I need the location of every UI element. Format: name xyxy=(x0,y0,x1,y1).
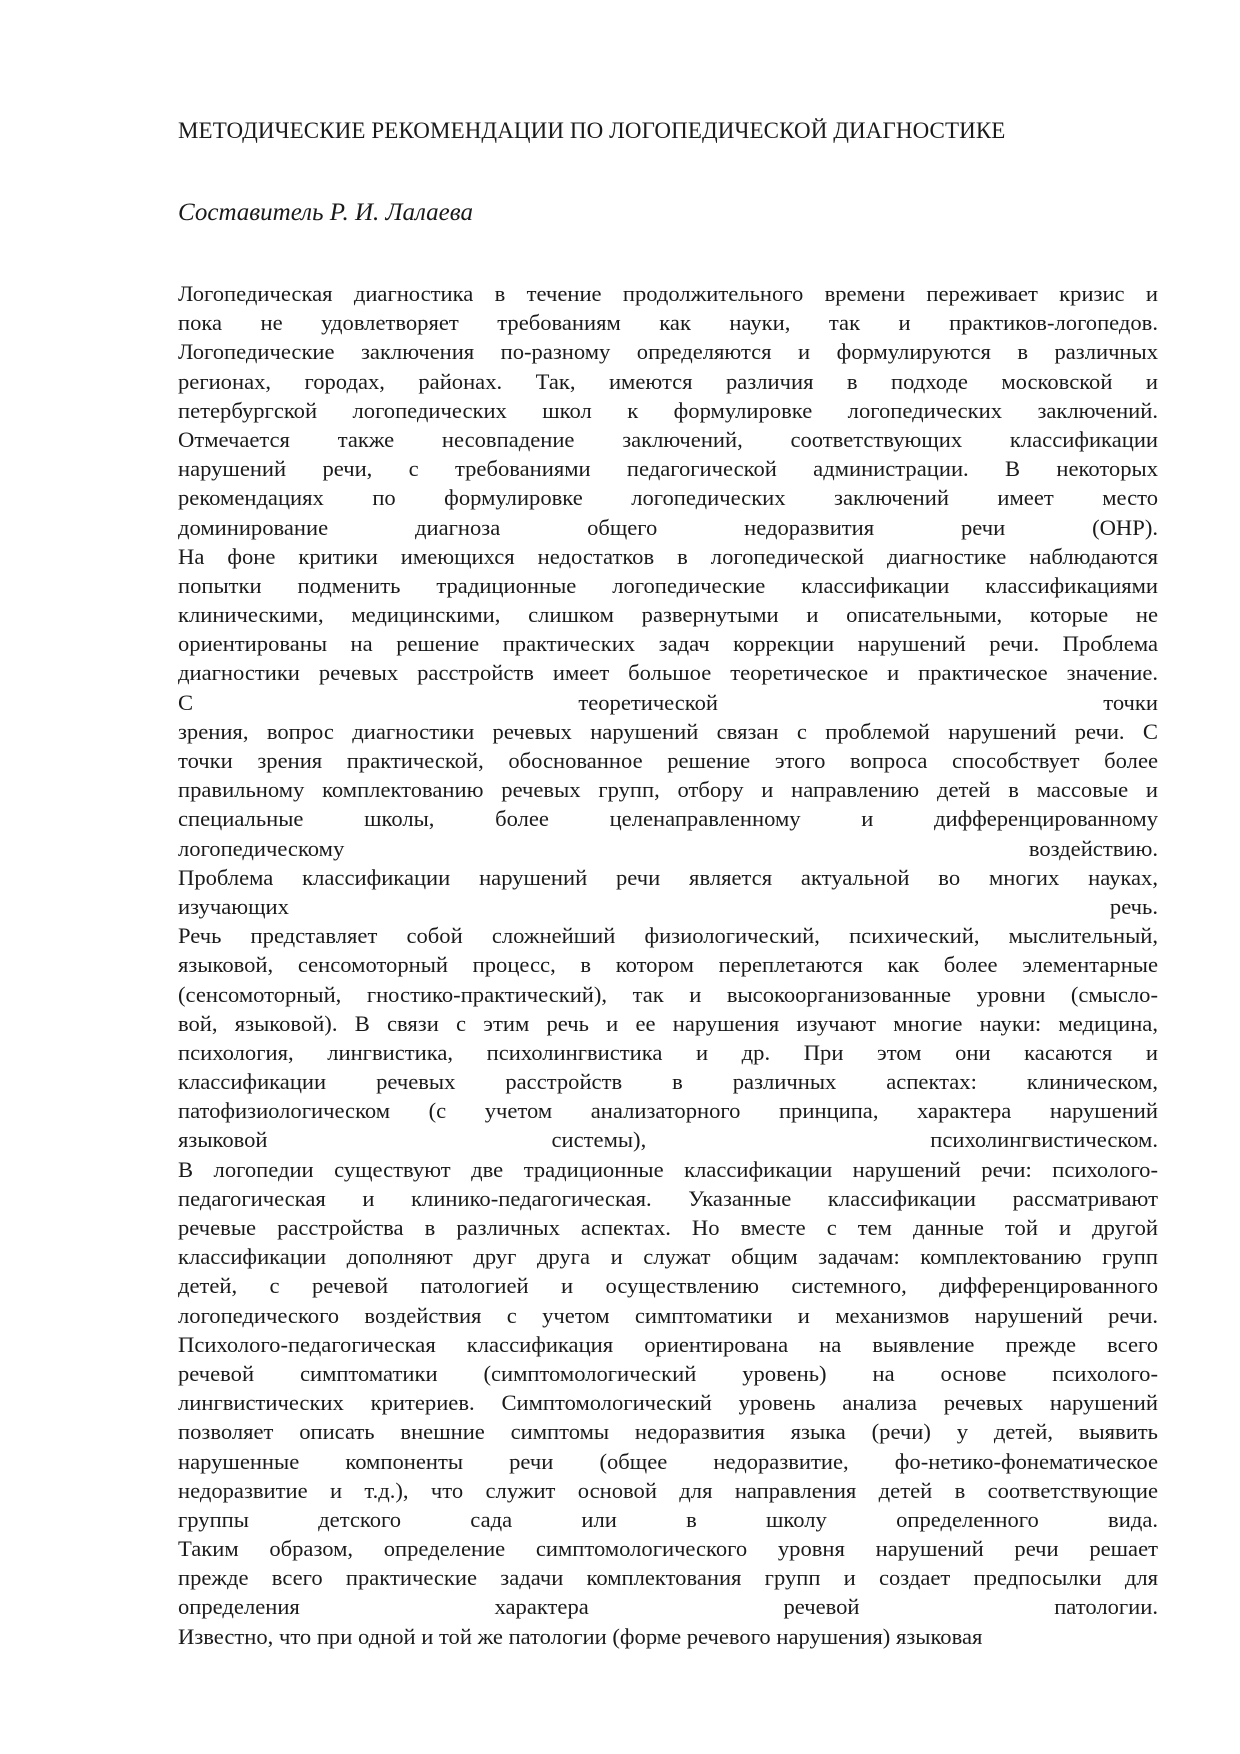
body-text-line: В логопедии существуют две традиционные классификации нарушений речи: психолого- xyxy=(178,1156,1158,1182)
body-text-line: логопедического воздействия с учетом симптоматики и механизмов нарушений речи. xyxy=(178,1302,1158,1328)
body-text-line: пока не удовлетворяет требованиям как науки, так и практиков-логопедов. xyxy=(178,310,1158,336)
body-text-line: вой, языковой). В связи с этим речь и ее нарушения изучают многие науки: медицина, xyxy=(178,1010,1158,1036)
body-text-line: Известно, что при одной и той же патологии (форме речевого нарушения) языковая xyxy=(178,1623,983,1649)
body-text-line: речевой симптоматики (симптомологический уровень) на основе психолого- xyxy=(178,1360,1158,1386)
body-text-line: нарушенные компоненты речи (общее недоразвитие, фо-нетико-фонематическое xyxy=(178,1448,1158,1474)
body-text-line: Психолого-педагогическая классификация ориентирована на выявление прежде всего xyxy=(178,1331,1158,1357)
document-title: МЕТОДИЧЕСКИЕ РЕКОМЕНДАЦИИ ПО ЛОГОПЕДИЧЕСКОЙ ДИАГНОСТИКЕ xyxy=(178,118,1006,143)
body-text-line: специальные школы, более целенаправленному и дифференцированному xyxy=(178,806,1158,832)
body-text-line: Речь представляет собой сложнейший физиологический, психический, мыслительный, xyxy=(178,923,1158,949)
body-text-line: петербургской логопедических школ к формулировке логопедических заключений. xyxy=(178,397,1158,423)
body-text-line: точки зрения практической, обоснованное решение этого вопроса способствует более xyxy=(178,748,1158,773)
body-text-line: группы детского сада или в школу определенного вида. xyxy=(178,1506,1158,1532)
body-text-line: Проблема классификации нарушений речи является актуальной во многих науках, xyxy=(178,864,1158,890)
body-text-line: диагностики речевых расстройств имеет большое теоретическое и практическое значение. xyxy=(178,660,1158,686)
body-text-line: педагогическая и клинико-педагогическая. Указанные классификации рассматривают xyxy=(178,1185,1158,1211)
body-text-line: психология, лингвистика, психолингвистика и др. При этом они касаются и xyxy=(178,1039,1158,1065)
body-text-line: Логопедическая диагностика в течение продолжительного времени переживает кризис и xyxy=(178,281,1158,306)
body-text-line: (сенсомоторный, гностико-практический), так и высокоорганизованные уровни (смысло- xyxy=(178,981,1158,1007)
body-text-line: рекомендациях по формулировке логопедических заключений имеет место xyxy=(178,485,1158,511)
body-text-line: С теоретической точки xyxy=(178,689,1158,715)
body-text-line: На фоне критики имеющихся недостатков в логопедической диагностике наблюдаются xyxy=(178,543,1158,569)
body-text-line: языковой системы), психолингвистическом. xyxy=(178,1127,1158,1153)
body-text-line: логопедическому воздействию. xyxy=(178,835,1158,861)
body-text-line: речевые расстройства в различных аспектах. Но вместе с тем данные той и другой xyxy=(178,1215,1158,1240)
body-text-line: изучающих речь. xyxy=(178,893,1158,919)
body-text-line: классификации дополняют друг друга и служат общим задачам: комплектованию групп xyxy=(178,1244,1158,1270)
body-text-line: патофизиологическом (с учетом анализаторного принципа, характера нарушений xyxy=(178,1098,1158,1124)
body-text-line: доминирование диагноза общего недоразвития речи (ОНР). xyxy=(178,514,1158,540)
body-text-line: нарушений речи, с требованиями педагогической администрации. В некоторых xyxy=(178,456,1158,482)
body-text-line: ориентированы на решение практических задач коррекции нарушений речи. Проблема xyxy=(178,631,1158,657)
body-text-line: Логопедические заключения по-разному определяются и формулируются в различных xyxy=(178,339,1158,365)
body-text-line: Отмечается также несовпадение заключений, соответствующих классификации xyxy=(178,426,1158,452)
body-text-line: детей, с речевой патологией и осуществлению системного, дифференцированного xyxy=(178,1273,1158,1299)
document-author: Составитель Р. И. Лалаева xyxy=(178,199,473,226)
body-text-line: лингвистических критериев. Симптомологический уровень анализа речевых нарушений xyxy=(178,1390,1158,1416)
body-text-line: языковой, сенсомоторный процесс, в котором переплетаются как более элементарные xyxy=(178,952,1158,978)
document-body xyxy=(178,279,1158,1651)
body-text-line: попытки подменить традиционные логопедические классификации классификациями xyxy=(178,572,1158,598)
body-text-line: правильному комплектованию речевых групп, отбору и направлению детей в массовые и xyxy=(178,777,1158,803)
body-text-line: определения характера речевой патологии. xyxy=(178,1594,1158,1620)
body-text-line: классификации речевых расстройств в различных аспектах: клиническом, xyxy=(178,1069,1158,1095)
body-text-line: позволяет описать внешние симптомы недоразвития языка (речи) у детей, выявить xyxy=(178,1419,1158,1445)
body-text-line: недоразвитие и т.д.), что служит основой для направления детей в соответствующие xyxy=(178,1477,1158,1503)
body-text-line: клиническими, медицинскими, слишком развернутыми и описательными, которые не xyxy=(178,602,1158,628)
body-text-line: Таким образом, определение симптомологического уровня нарушений речи решает xyxy=(178,1536,1158,1562)
body-text-line: зрения, вопрос диагностики речевых нарушений связан с проблемой нарушений речи. С xyxy=(178,718,1158,744)
body-text-line: прежде всего практические задачи комплектования групп и создает предпосылки для xyxy=(178,1565,1158,1591)
body-text-line: регионах, городах, районах. Так, имеются различия в подходе московской и xyxy=(178,368,1158,394)
